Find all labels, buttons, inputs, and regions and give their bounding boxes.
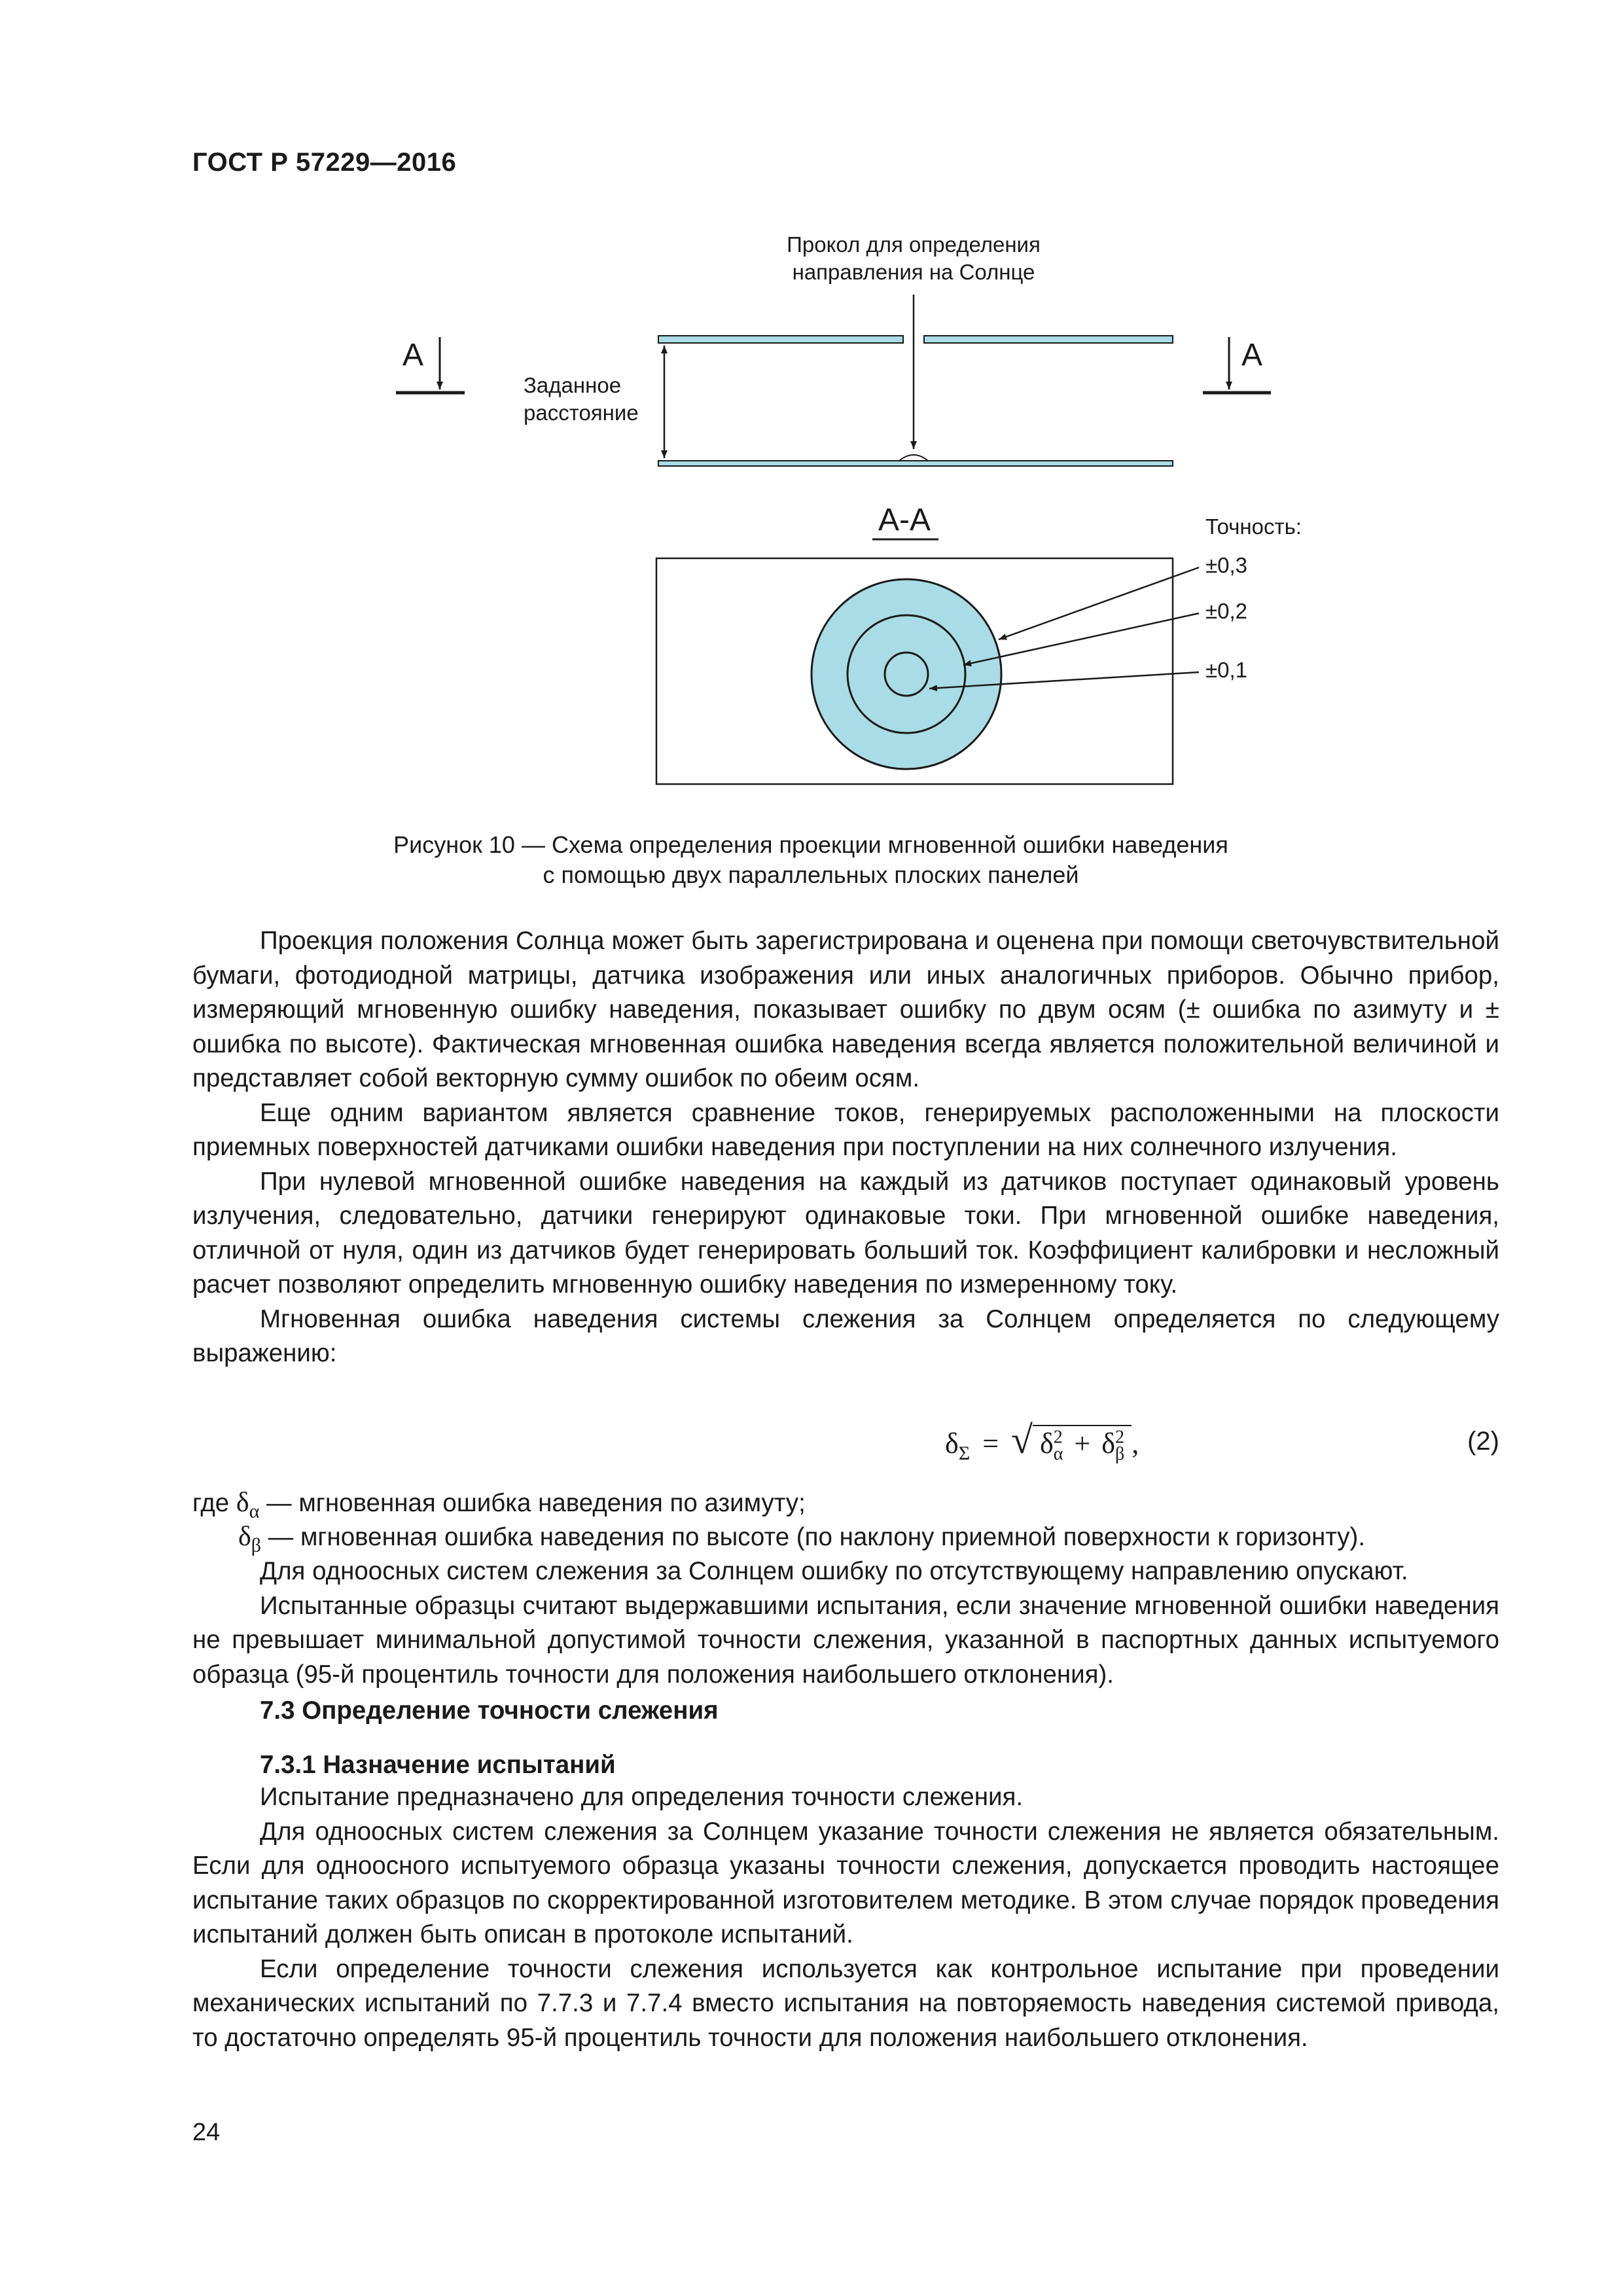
pinhole-label-line2: направления на Солнце <box>792 260 1035 284</box>
section-marker-left: А <box>402 338 424 372</box>
paragraph-8: Для одноосных систем слежения за Солнцем указание точности слежения не является обязательным. Если для одноосного испытуемого образца указаны точности слежения, допускается проводить настоящее испытание таких образцов по скорректированной изготовителем методике. В этом случае порядок проведения испытаний должен быть описан в протоколе испытаний. <box>192 1817 1499 1948</box>
paragraph-2: Еще одним вариантом является сравнение токов, генерируемых расположенными на плоскости приемных поверхностей датчиками ошибки наведения при поступлении на них солнечного излучения. <box>192 1098 1499 1161</box>
figure-caption <box>192 830 1429 890</box>
bottom-panel <box>658 461 1173 466</box>
caption-line2: с помощью двух параллельных плоских панелей <box>543 861 1079 888</box>
distance-label-line2: расстояние <box>524 401 639 425</box>
paragraph-6: Испытанные образцы считают выдержавшими испытания, если значение мгновенной ошибки наведения не превышает минимальной допустимой точности слежения, указанной в паспортных данных испытуемого образца (95-й процентиль точности для положения наибольшего отклонения). <box>192 1591 1499 1689</box>
figure-10-diagram <box>366 223 1335 812</box>
paragraph-3: При нулевой мгновенной ошибке наведения на каждый из датчиков поступает одинаковый уровень излучения, следовательно, датчики генерируют одинаковые токи. При мгновенной ошибке наведения, отличной от нуля, один из датчиков будет генерировать больший ток. Коэффициент калибровки и несложный расчет позволяют определить мгновенную ошибку наведения по измеренному току. <box>192 1167 1499 1299</box>
page-number: 24 <box>192 2119 221 2146</box>
formula-term2-sup: 2 <box>1115 1427 1124 1448</box>
document-id-header: ГОСТ Р 57229—2016 <box>192 148 457 177</box>
section-title: А-А <box>878 503 931 537</box>
formula-comma: , <box>1132 1427 1139 1460</box>
body-block-1 <box>192 924 1499 1371</box>
distance-label-line1: Заданное <box>524 373 622 397</box>
radical-sign: √ <box>1011 1418 1033 1462</box>
paragraph-5: Для одноосных систем слежения за Солнцем ошибку по отсутствующему направлению опускают. <box>260 1557 1408 1585</box>
section-heading-7-3-1: 7.3.1 Назначение испытаний <box>260 1751 616 1779</box>
formula-term1-sup: 2 <box>1053 1427 1063 1448</box>
formula-term1: δ <box>1039 1427 1054 1460</box>
formula-lhs: δ <box>945 1427 959 1460</box>
formula-expression <box>945 1418 1139 1465</box>
formula-term1-sub: α <box>1053 1443 1063 1464</box>
paragraph-7: Испытание предназначено для определения точности слежения. <box>260 1783 1024 1811</box>
formula-plus: + <box>1074 1427 1091 1460</box>
light-spot-bump <box>899 455 928 461</box>
paragraph-4: Мгновенная ошибка наведения системы слежения за Солнцем определяется по следующему выражению: <box>192 1304 1499 1367</box>
accuracy-level-02: ±0,2 <box>1205 599 1247 623</box>
top-panel-left <box>658 336 903 343</box>
pinhole-label-line1: Прокол для определения <box>787 232 1041 257</box>
formula-equals: = <box>982 1427 999 1460</box>
paragraph-9: Если определение точности слежения используется как контрольное испытание при проведении механических испытаний по 7.7.3 и 7.7.4 вместо испытания на повторяемость наведения системой привода, то достаточно определять 95-й процентиль точности для положения наибольшего отклонения. <box>192 1954 1499 2052</box>
section-heading-7-3: 7.3 Определение точности слежения <box>260 1696 719 1725</box>
accuracy-title: Точность: <box>1205 514 1302 539</box>
body-block-3 <box>192 1780 1499 2055</box>
section-marker-right: А <box>1241 338 1263 372</box>
equation-number: (2) <box>1467 1427 1499 1456</box>
formula-lhs-sub: Σ <box>958 1442 971 1464</box>
accuracy-level-01: ±0,1 <box>1205 658 1247 682</box>
caption-line1: Рисунок 10 — Схема определения проекции мгновенной ошибки наведения <box>393 831 1228 858</box>
body-block-2 <box>192 1554 1499 1692</box>
accuracy-ring-03 <box>812 579 1001 769</box>
radicand <box>1033 1425 1132 1464</box>
where-definition-1: — мгновенная ошибка наведения по азимуту; <box>266 1489 806 1517</box>
where-definition-2: — мгновенная ошибка наведения по высоте (по наклону приемной поверхности к горизонту). <box>268 1523 1366 1551</box>
top-panel-right <box>924 336 1173 343</box>
formula-term2-sub: β <box>1115 1443 1125 1464</box>
where-prefix: где <box>192 1489 230 1517</box>
accuracy-level-03: ±0,3 <box>1205 553 1247 577</box>
leader-03 <box>999 567 1199 639</box>
where-symbol-2: $\delta_\beta$ <box>238 1522 262 1556</box>
formula-term2: δ <box>1101 1427 1115 1460</box>
paragraph-1: Проекция положения Солнца может быть зарегистрирована и оценена при помощи светочувствительной бумаги, фотодиодной матрицы, датчика изображения или иных аналогичных приборов. Обычно прибор, измеряющий мгновенную ошибку наведения, показывает ошибку по двум осям (± ошибка по азимуту и ± ошибка по высоте). Фактическая мгновенная ошибка наведения всегда является положительной величиной и представляет собой векторную сумму ошибок по обеим осям. <box>192 927 1499 1092</box>
formula-2 <box>192 1418 1499 1490</box>
where-symbol-1: $\delta_\alpha$ <box>236 1488 260 1522</box>
